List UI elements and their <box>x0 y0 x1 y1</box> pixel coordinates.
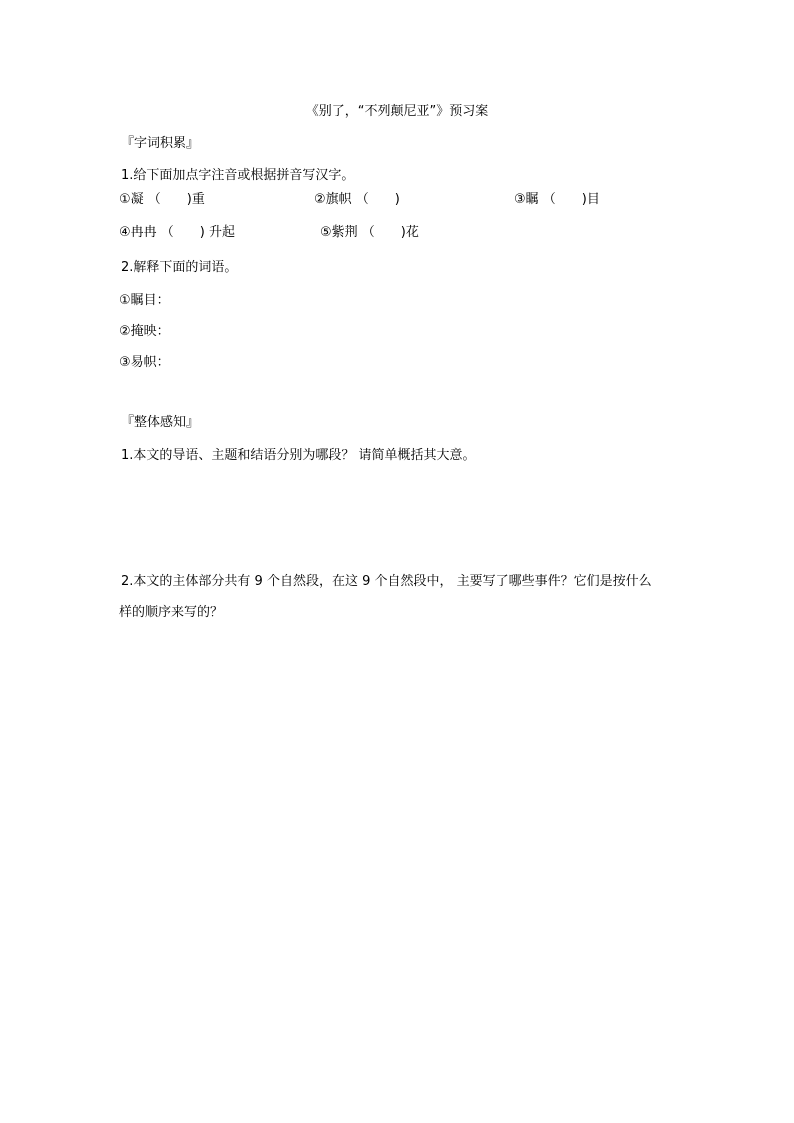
comprehension-question-1: 1.本文的导语、主题和结语分别为哪段？ 请简单概括其大意。 <box>121 448 476 463</box>
definition-item-3: ③易帜： <box>119 355 170 370</box>
definition-item-1: ①瞩目： <box>119 293 170 308</box>
section-heading-comprehension: 『整体感知』 <box>121 415 200 430</box>
question-2-definitions: 2.解释下面的词语。 <box>121 260 238 275</box>
definition-item-2: ②掩映： <box>119 324 170 339</box>
document-title: 《别了，“不列颠尼亚”》预习案 <box>305 104 489 119</box>
phonetic-item-4: ④冉冉 （ ) 升起 <box>119 225 235 240</box>
comprehension-question-2-line-2: 样的顺序来写的？ <box>119 605 224 620</box>
question-1-phonetics: 1.给下面加点字注音或根据拼音写汉字。 <box>121 168 355 183</box>
phonetic-item-2: ②旗帜 （ ) <box>314 192 400 207</box>
phonetic-item-1: ①凝 （ )重 <box>119 192 205 207</box>
phonetic-item-5: ⑤紫荆 （ )花 <box>320 225 419 240</box>
section-heading-vocabulary: 『字词积累』 <box>121 136 200 151</box>
phonetic-item-3: ③瞩 （ )目 <box>514 192 600 207</box>
comprehension-question-2-line-1: 2.本文的主体部分共有 9 个自然段，在这 9 个自然段中， 主要写了哪些事件？它们是按什么 <box>121 574 652 589</box>
